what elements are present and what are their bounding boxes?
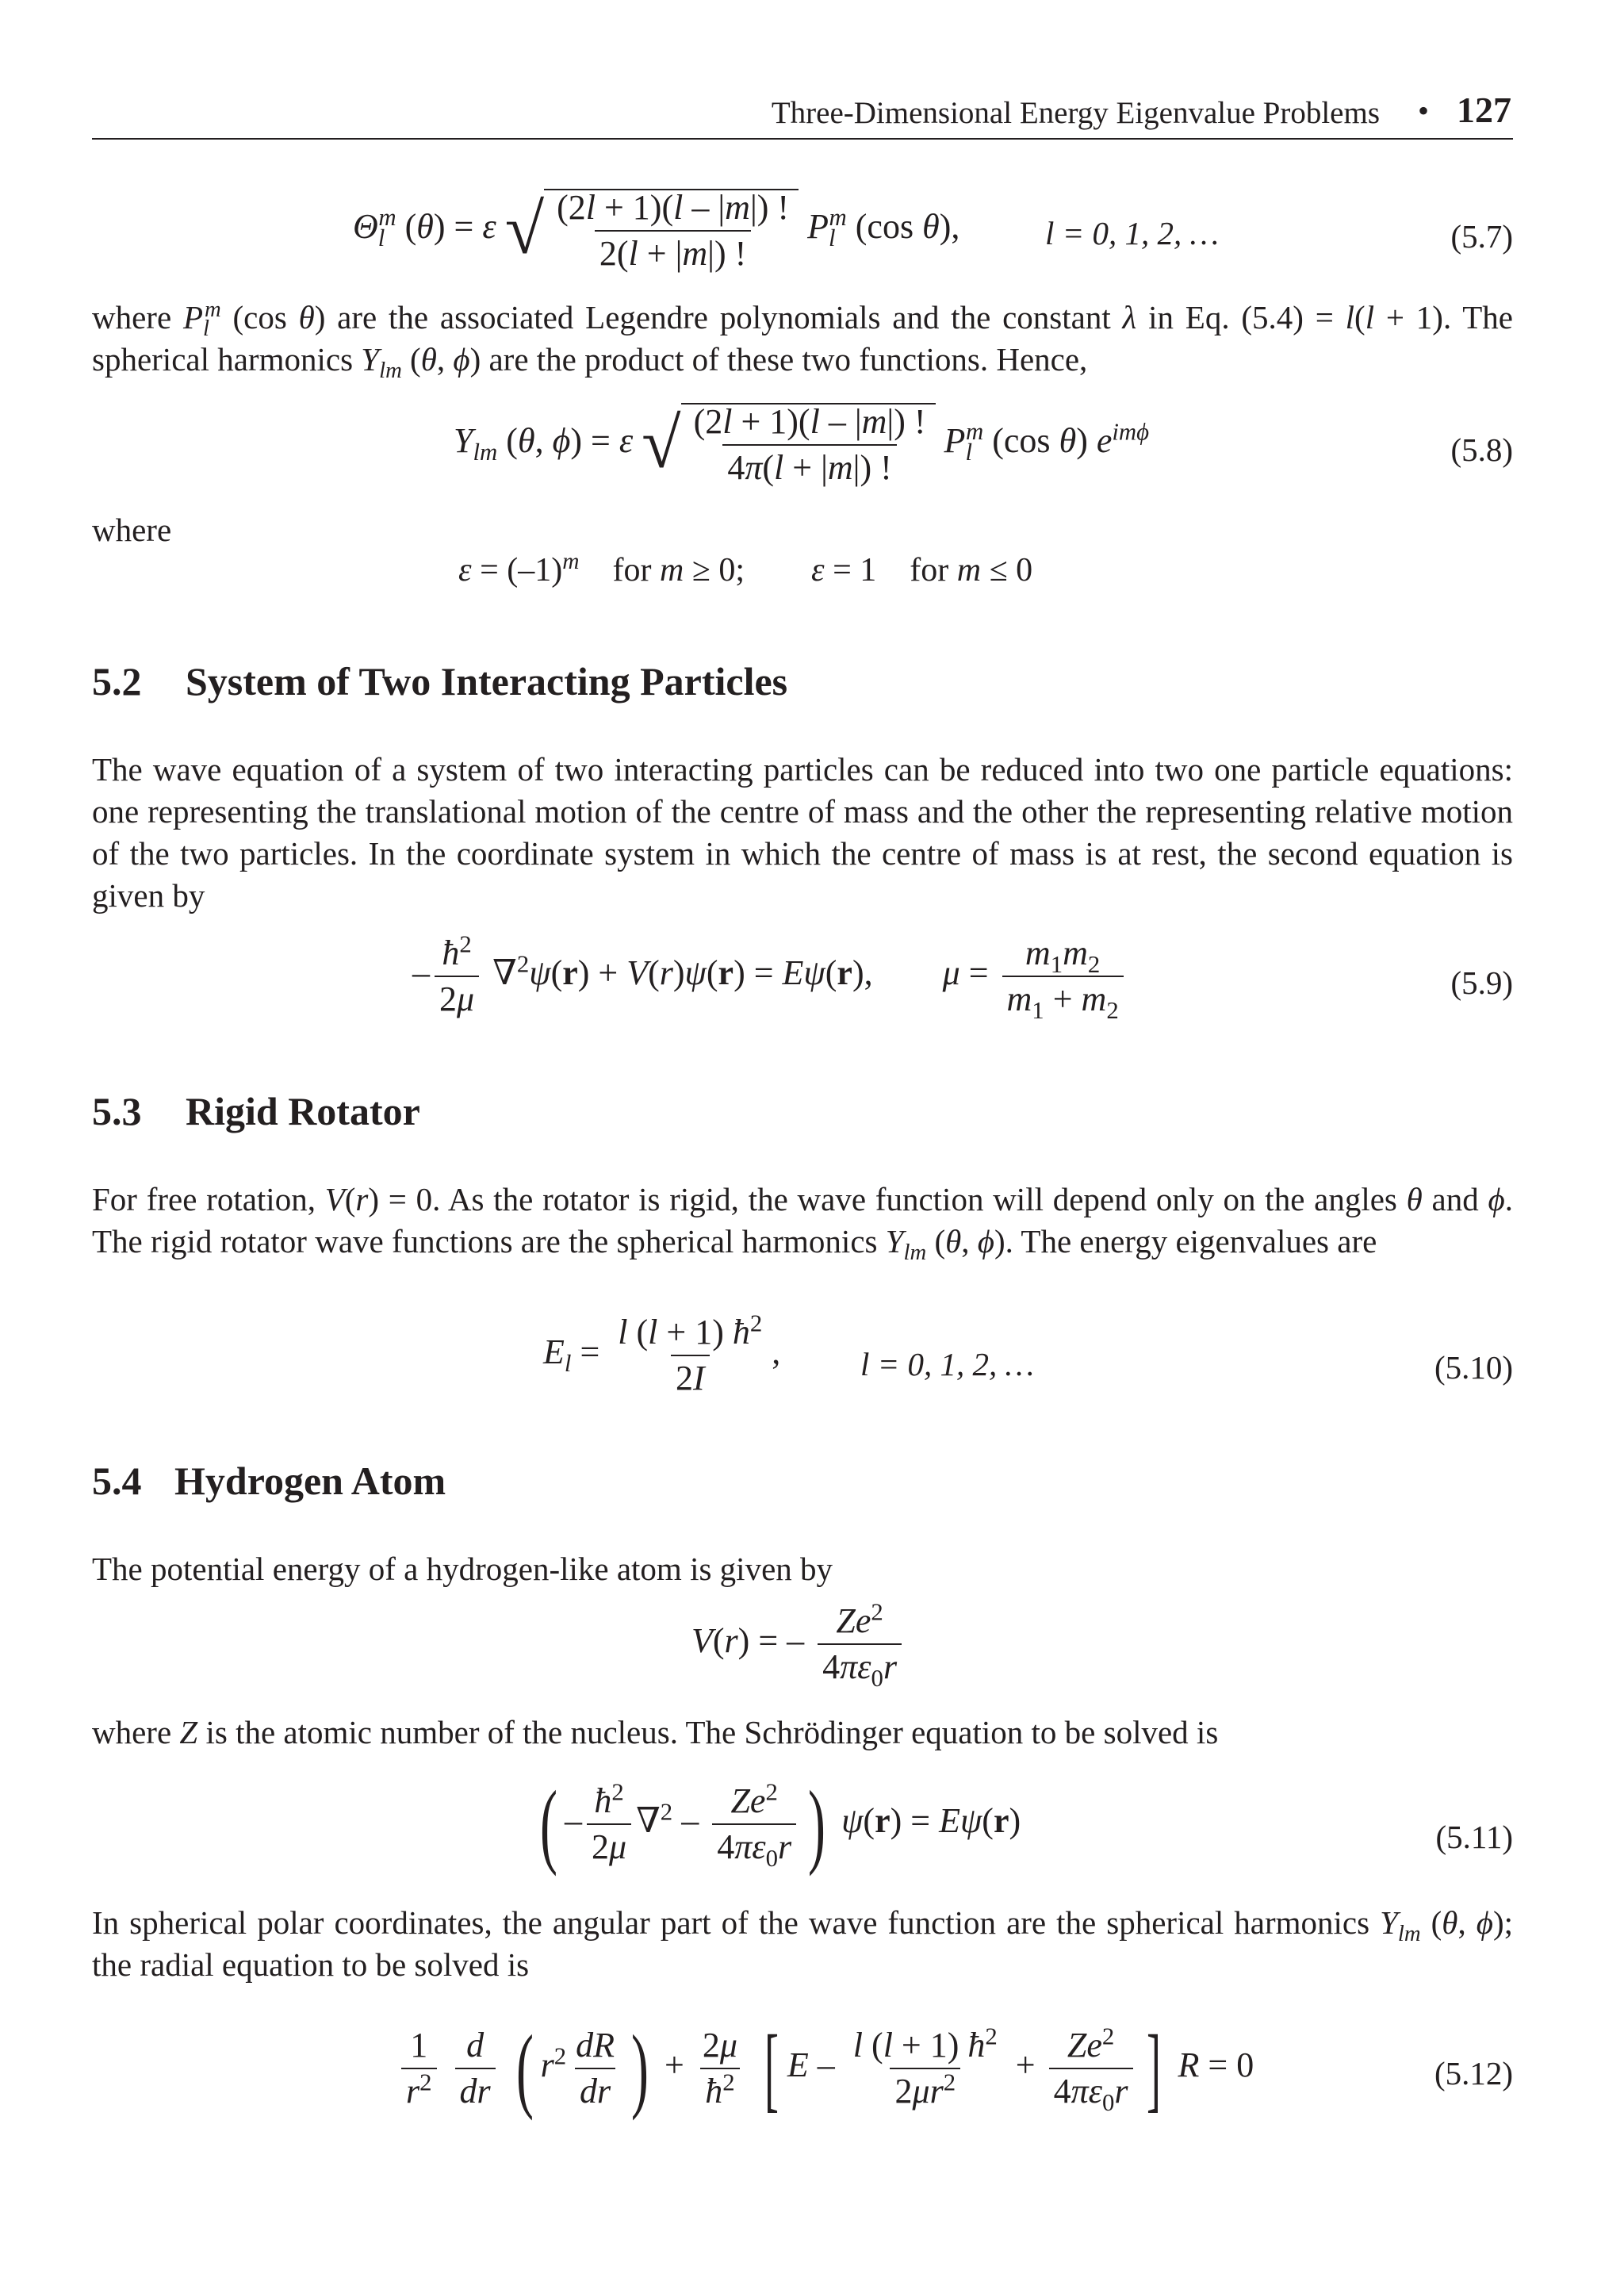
- paragraph-rigid-rotator: For free rotation, V(r) = 0. As the rotator is rigid, the wave function will depend only on the angles θ and ϕ. The rigid rotator wave functions are the spherical harmonics $Y_{lm}$ (θ, ϕ). The energy eigenvalues are: [92, 1181, 1513, 1266]
- section-number: 5.3: [92, 1089, 142, 1133]
- paragraph-radial: In spherical polar coordinates, the angular part of the wave function are the spherical harmonics $Y_{lm}$ (θ, ϕ); the radial equation to be solved is: [92, 1904, 1513, 1983]
- section-heading-5-4: [92, 1458, 446, 1504]
- running-bullet: •: [1417, 93, 1429, 128]
- equation-5-11: ( – $\frac{ħ^2}{2\mu}$ ∇$^2$ – $\frac{Ze^2}{4\pi\varepsilon_0r}$ ) ψ(r) = Eψ(r): [539, 1771, 1021, 1877]
- equation-potential: V(r) = – $\frac{Ze^2}{4\pi\varepsilon_0r}$: [691, 1604, 906, 1685]
- running-title: Three-Dimensional Energy Eigenvalue Problems: [771, 96, 1380, 130]
- equation-5-8: $Y_{lm}$ (θ, ϕ) = ε √ $\frac{(2l + 1)(l - |m|) !}{4\pi(l + |m|) !}$ $P_l^m$ (cos θ) $e^{im\phi}$: [454, 402, 1150, 487]
- paragraph-hydrogen-potential: The potential energy of a hydrogen-like atom is given by: [92, 1551, 833, 1587]
- equation-5-9: – $\frac{ħ^2}{2\mu}$ ∇$^2$ψ(r) + V(r)ψ(r) = Eψ(r), μ = $\frac{m_1m_2}{m_1 + m_2}$: [412, 936, 1128, 1017]
- section-number: 5.2: [92, 659, 142, 704]
- running-head: [92, 89, 1513, 140]
- section-number: 5.4: [92, 1459, 142, 1503]
- equation-number-5-10: (5.10): [1434, 1349, 1513, 1386]
- equation-number-5-8: (5.8): [1450, 431, 1513, 468]
- equation-number-5-7: (5.7): [1450, 218, 1513, 255]
- equation-5-7: $\Theta_l^m$ (θ) = ε √ $\frac{(2l + 1)(l - |m|) !}{2(l + |m|) !}$ $P_l^m$ (cos θ),: [353, 188, 960, 273]
- section-title: Hydrogen Atom: [174, 1459, 446, 1503]
- section-heading-5-3: [92, 1088, 420, 1134]
- equation-5-7-condition: l = 0, 1, 2, …: [1045, 215, 1220, 251]
- equation-number-5-11: (5.11): [1435, 1819, 1513, 1855]
- equation-number-5-9: (5.9): [1450, 964, 1513, 1001]
- section-title: System of Two Interacting Particles: [186, 659, 788, 704]
- equation-number-5-12: (5.12): [1434, 2055, 1513, 2091]
- paragraph-two-particles: The wave equation of a system of two interacting particles can be reduced into two one particle equations: one representing the translational motion of the centre of mass and the other the representing relative motion of the two particles. In the coordinate system in which the centre of mass is at rest, the second equation is given by: [92, 751, 1513, 914]
- equation-5-10: $E_l$ = $\frac{l (l + 1) ħ^2}{2I}$ ,: [543, 1309, 781, 1397]
- equation-5-10-condition: l = 0, 1, 2, …: [860, 1346, 1035, 1382]
- equation-epsilon: $\varepsilon = (-1)^m$ for m ≥ 0; ε = 1 for m ≤ 0: [458, 549, 1033, 589]
- paragraph-where: where: [92, 512, 172, 548]
- paragraph-legendre: where $P_l^m$ (cos θ) are the associated Legendre polynomials and the constant λ in Eq. (5.4) = l(l + 1). The spherical harmonics $Y_{lm}$ (θ, ϕ) are the product of these two functions. Hence,: [92, 297, 1513, 384]
- section-heading-5-2: [92, 658, 787, 704]
- paragraph-schrodinger: where Z is the atomic number of the nucleus. The Schrödinger equation to be solved is: [92, 1714, 1219, 1750]
- section-title: Rigid Rotator: [186, 1089, 420, 1133]
- equation-5-12: $\frac{1}{r^2}$ $\frac{d}{dr}$ ( $r^2$ $\frac{dR}{dr}$ ) + $\frac{2\mu}{ħ^2}$ [ E – $\frac{l (l + 1) ħ^2}{2\mu r^2}$ + $\frac{Ze^2}{4\pi\varepsilon_0r}$ ] R = 0: [396, 2021, 1254, 2116]
- page-number: 127: [1457, 90, 1511, 130]
